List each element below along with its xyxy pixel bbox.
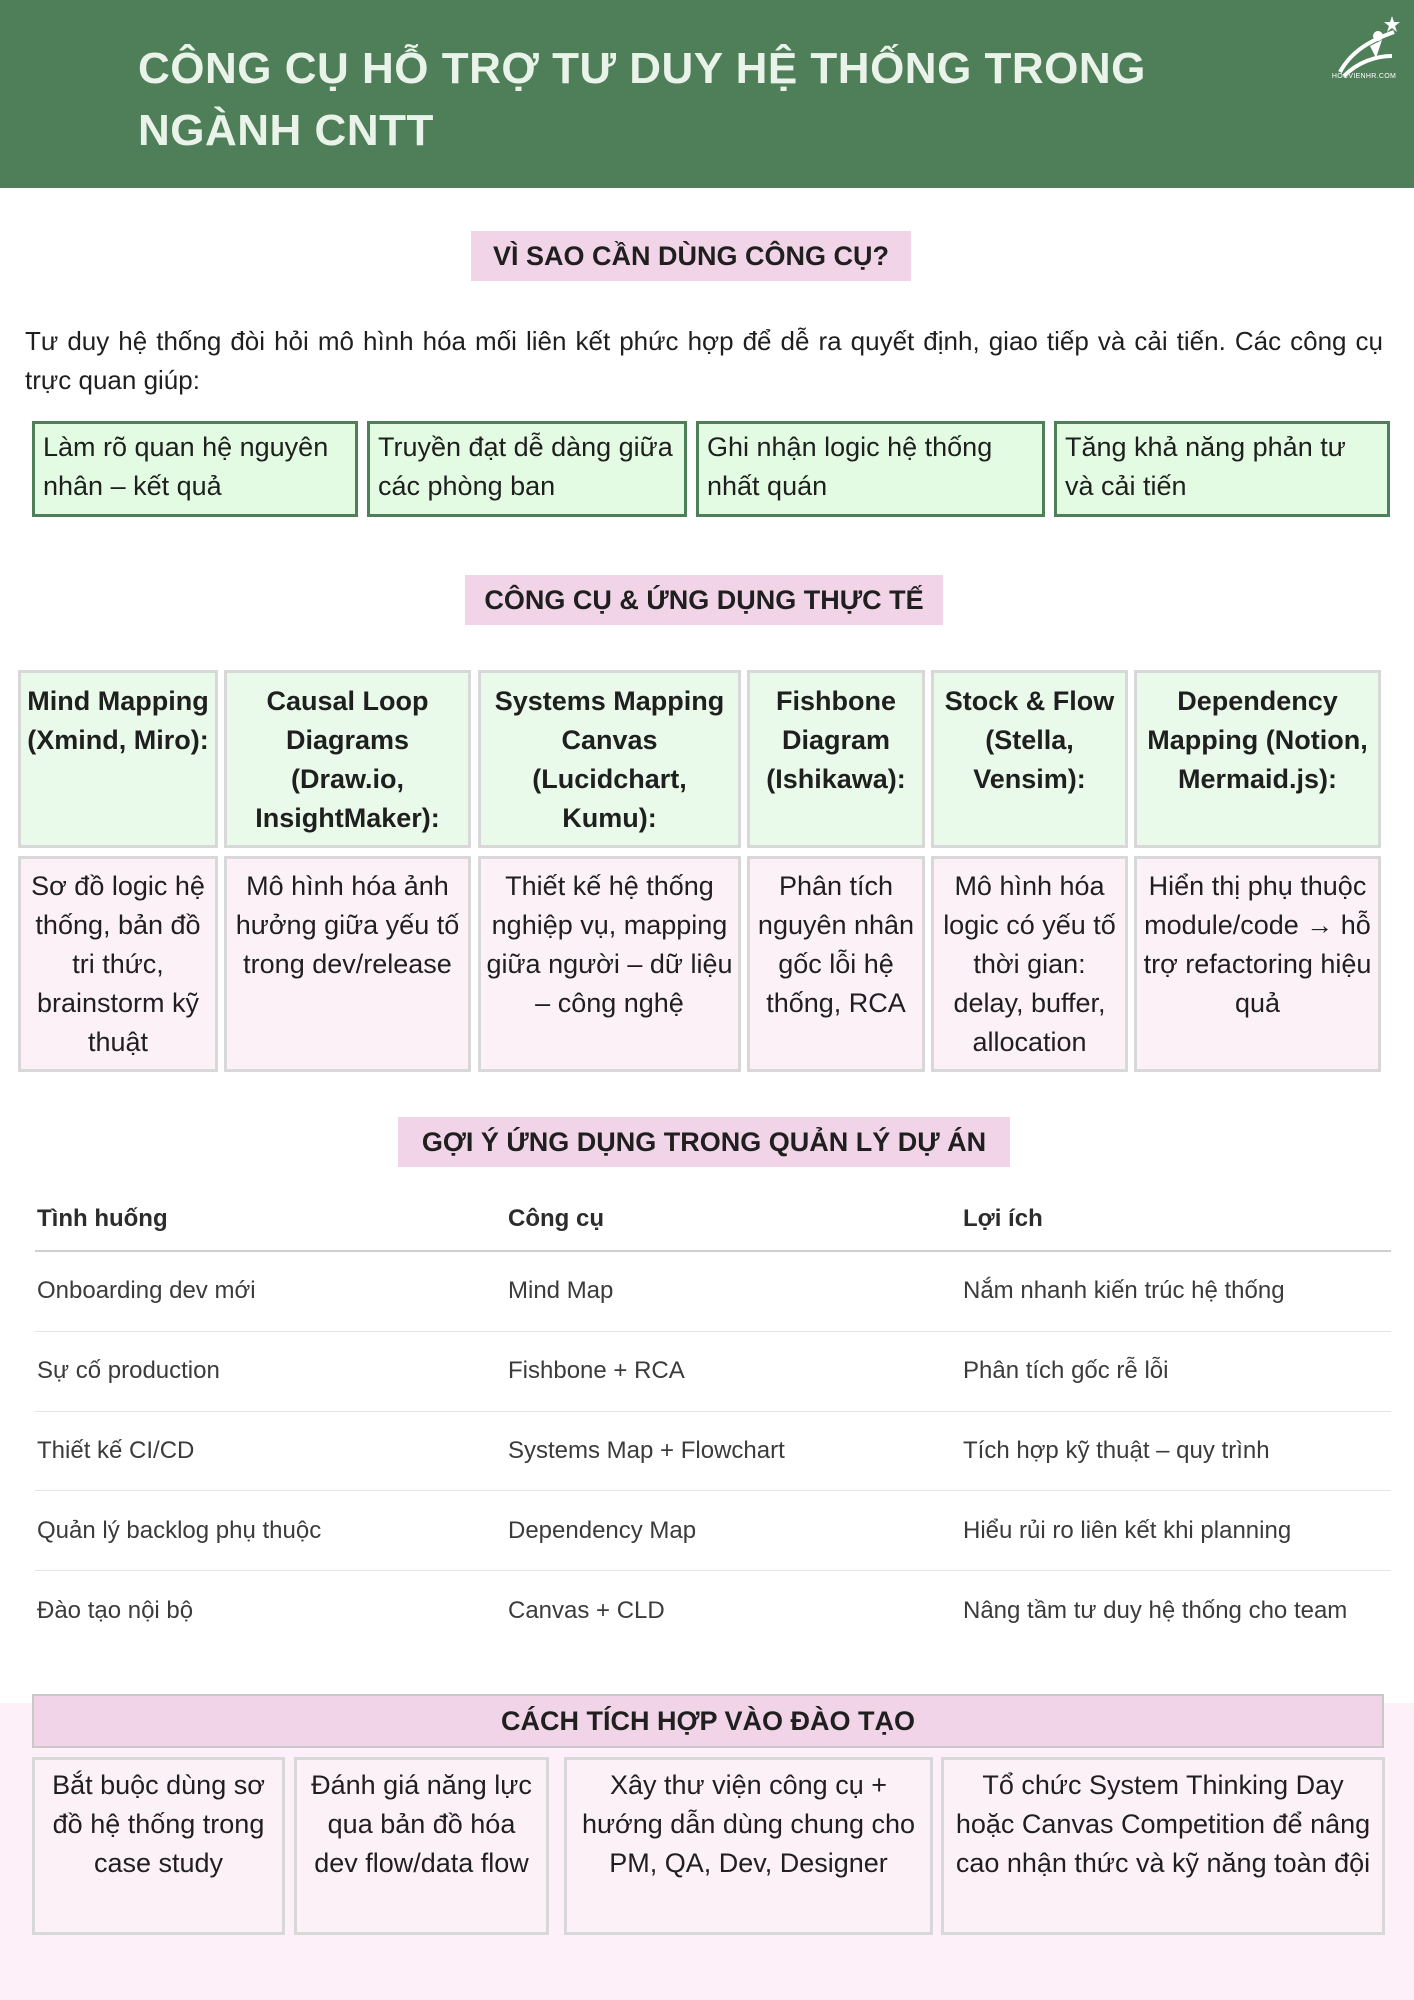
table-cell-tool: Mind Map <box>508 1277 614 1304</box>
tool-description: Hiển thị phụ thuộc module/code → hỗ trợ refactoring hiệu quả <box>1134 856 1381 1072</box>
table-divider <box>35 1331 1391 1332</box>
table-cell-situation: Quản lý backlog phụ thuộc <box>37 1517 322 1544</box>
tool-name: Mind Mapping (Xmind, Miro): <box>18 670 218 848</box>
tools-section-title: CÔNG CỤ & ỨNG DỤNG THỰC TẾ <box>465 575 943 625</box>
logo-text: HOCVIENHR.COM <box>1331 73 1397 80</box>
table-cell-situation: Đào tạo nội bộ <box>37 1597 194 1624</box>
table-cell-benefit: Phân tích gốc rễ lỗi <box>963 1357 1169 1384</box>
table-cell-tool: Dependency Map <box>508 1517 697 1544</box>
table-cell-situation: Thiết kế CI/CD <box>37 1437 195 1464</box>
training-section-title: CÁCH TÍCH HỢP VÀO ĐÀO TẠO <box>32 1694 1384 1748</box>
table-cell-benefit: Nắm nhanh kiến trúc hệ thống <box>963 1277 1285 1304</box>
training-card: Bắt buộc dùng sơ đồ hệ thống trong case study <box>32 1757 285 1935</box>
why-section-title: VÌ SAO CẦN DÙNG CÔNG CỤ? <box>471 231 911 281</box>
tool-description: Thiết kế hệ thống nghiệp vụ, mapping giữa người – dữ liệu – công nghệ <box>478 856 741 1072</box>
table-cell-tool: Fishbone + RCA <box>508 1357 685 1384</box>
project-section-title: GỢI Ý ỨNG DỤNG TRONG QUẢN LÝ DỰ ÁN <box>398 1117 1010 1167</box>
tool-description: Mô hình hóa logic có yếu tố thời gian: delay, buffer, allocation <box>931 856 1128 1072</box>
tool-description: Sơ đồ logic hệ thống, bản đồ tri thức, brainstorm kỹ thuật <box>18 856 218 1072</box>
training-card: Xây thư viện công cụ + hướng dẫn dùng chung cho PM, QA, Dev, Designer <box>564 1757 933 1935</box>
benefit-card: Tăng khả năng phản tư và cải tiến <box>1054 421 1390 517</box>
table-header-benefit: Lợi ích <box>963 1205 1043 1232</box>
table-divider <box>35 1570 1391 1571</box>
tool-name: Systems Mapping Canvas (Lucidchart, Kumu): <box>478 670 741 848</box>
benefit-card: Làm rõ quan hệ nguyên nhân – kết quả <box>32 421 358 517</box>
table-cell-tool: Canvas + CLD <box>508 1597 665 1624</box>
tool-description: Mô hình hóa ảnh hưởng giữa yếu tố trong dev/release <box>224 856 471 1072</box>
tool-name: Stock & Flow (Stella, Vensim): <box>931 670 1128 848</box>
page-header <box>0 0 1414 188</box>
training-card: Đánh giá năng lực qua bản đồ hóa dev flow/data flow <box>294 1757 549 1935</box>
tool-name: Fishbone Diagram (Ishikawa): <box>747 670 925 848</box>
benefit-card: Ghi nhận logic hệ thống nhất quán <box>696 421 1045 517</box>
training-card: Tổ chức System Thinking Day hoặc Canvas Competition để nâng cao nhận thức và kỹ năng toàn đội <box>941 1757 1385 1935</box>
table-cell-situation: Onboarding dev mới <box>37 1277 256 1304</box>
table-divider <box>35 1411 1391 1412</box>
tool-description: Phân tích nguyên nhân gốc lỗi hệ thống, RCA <box>747 856 925 1072</box>
table-cell-benefit: Hiểu rủi ro liên kết khi planning <box>963 1517 1292 1544</box>
table-divider <box>35 1490 1391 1491</box>
table-cell-benefit: Tích hợp kỹ thuật – quy trình <box>963 1437 1270 1464</box>
page-title: CÔNG CỤ HỖ TRỢ TƯ DUY HỆ THỐNG TRONG NGÀNH CNTT <box>138 44 1146 155</box>
why-intro: Tư duy hệ thống đòi hỏi mô hình hóa mối liên kết phức hợp để dễ ra quyết định, giao tiếp và cải tiến. Các công cụ trực quan giúp: <box>25 326 1383 395</box>
table-cell-benefit: Nâng tầm tư duy hệ thống cho team <box>963 1597 1348 1624</box>
table-cell-tool: Systems Map + Flowchart <box>508 1437 785 1464</box>
table-header-situation: Tình huống <box>37 1205 168 1232</box>
tool-name: Dependency Mapping (Notion, Mermaid.js): <box>1134 670 1381 848</box>
table-header-tool: Công cụ <box>508 1205 604 1232</box>
benefit-card: Truyền đạt dễ dàng giữa các phòng ban <box>367 421 687 517</box>
tool-name: Causal Loop Diagrams (Draw.io, InsightMaker): <box>224 670 471 848</box>
table-cell-situation: Sự cố production <box>37 1357 220 1384</box>
table-divider <box>35 1250 1391 1252</box>
